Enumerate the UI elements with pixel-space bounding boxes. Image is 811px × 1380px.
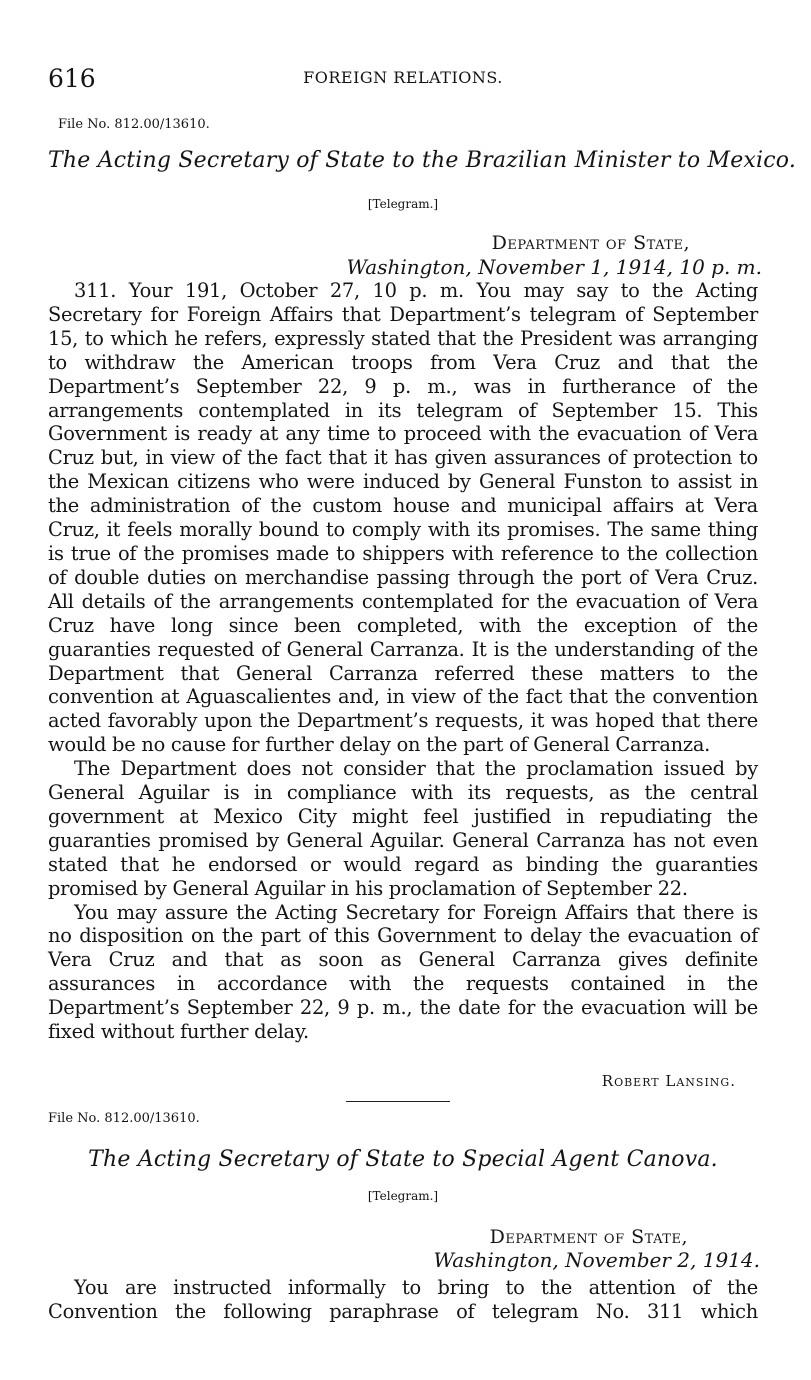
document-heading: The Acting Secretary of State to the Brazilian Minister to Mexico. bbox=[48, 148, 797, 173]
body-paragraph: You may assure the Acting Secretary for Foreign Affairs that there is no disposition on the part of this Government to delay the evacuation of Vera Cruz and that as soon as General Carranza gives definite assurances in accordance with the requests contained in the Department’s September 22, 9 p. m., the date for the evacuation will be fixed without further delay. bbox=[48, 900, 758, 1044]
department-line: Department of State, bbox=[491, 232, 690, 254]
department-line: Department of State, bbox=[489, 1226, 688, 1248]
dateline: Washington, November 1, 1914, 10 p. m. bbox=[346, 255, 762, 279]
dateline: Washington, November 2, 1914. bbox=[433, 1248, 760, 1272]
file-number: File No. 812.00/13610. bbox=[58, 117, 210, 132]
body-paragraph: The Department does not consider that the proclamation issued by General Aguilar is in compliance with its requests, as the central government at Mexico City might feel justified in repudiating the guaranties promised by General Aguilar. General Carranza has not even stated that he endorsed or would regard as binding the guaranties promised by General Aguilar in his proclamation of September 22. bbox=[48, 757, 758, 900]
body-paragraph: 311. Your 191, October 27, 10 p. m. You may say to the Acting Secretary for Foreign Affairs that Department’s telegram of September 15, to which he refers, expressly stated that the President was arranging to withdraw the American troops from Vera Cruz and that the Department’s September 22, 9 p. m., was in furtherance of the arrangements contemplated in its telegram of September 15. This Government is ready at any time to proceed with the evacuation of Vera Cruz but, in view of the fact that it has given assurances of protection to the Mexican citizens who were induced by General Funston to assist in the administration of the custom house and municipal affairs at Vera Cruz, it feels morally bound to comply with its promises. The same thing is true of the promises made to shippers with reference to the collection of double duties on merchandise passing through the port of Vera Cruz. All details of the arrangements contemplated for the evacuation of Vera Cruz have long since been completed, with the exception of the guaranties requested of General Carranza. It is the understanding of the Department that General Carranza referred these matters to the convention at Aguascalientes and, in view of the fact that the convention acted favorably upon the Department’s requests, it was hoped that there would be no cause for further delay on the part of General Carranza. bbox=[48, 279, 758, 757]
letter-body bbox=[48, 279, 758, 1044]
telegram-label: [Telegram.] bbox=[367, 1189, 439, 1203]
telegram-label: [Telegram.] bbox=[367, 197, 439, 211]
document-heading: The Acting Secretary of State to Special Agent Canova. bbox=[88, 1147, 718, 1172]
running-head: FOREIGN RELATIONS. bbox=[303, 68, 503, 87]
letter-body bbox=[48, 1276, 758, 1324]
signature: Robert Lansing. bbox=[601, 1072, 736, 1090]
page-number: 616 bbox=[48, 64, 96, 93]
body-paragraph: You are instructed informally to bring to the attention of the Convention the following paraphrase of telegram No. 311 which bbox=[48, 1276, 758, 1323]
section-divider bbox=[346, 1101, 450, 1102]
file-number: File No. 812.00/13610. bbox=[48, 1111, 200, 1126]
